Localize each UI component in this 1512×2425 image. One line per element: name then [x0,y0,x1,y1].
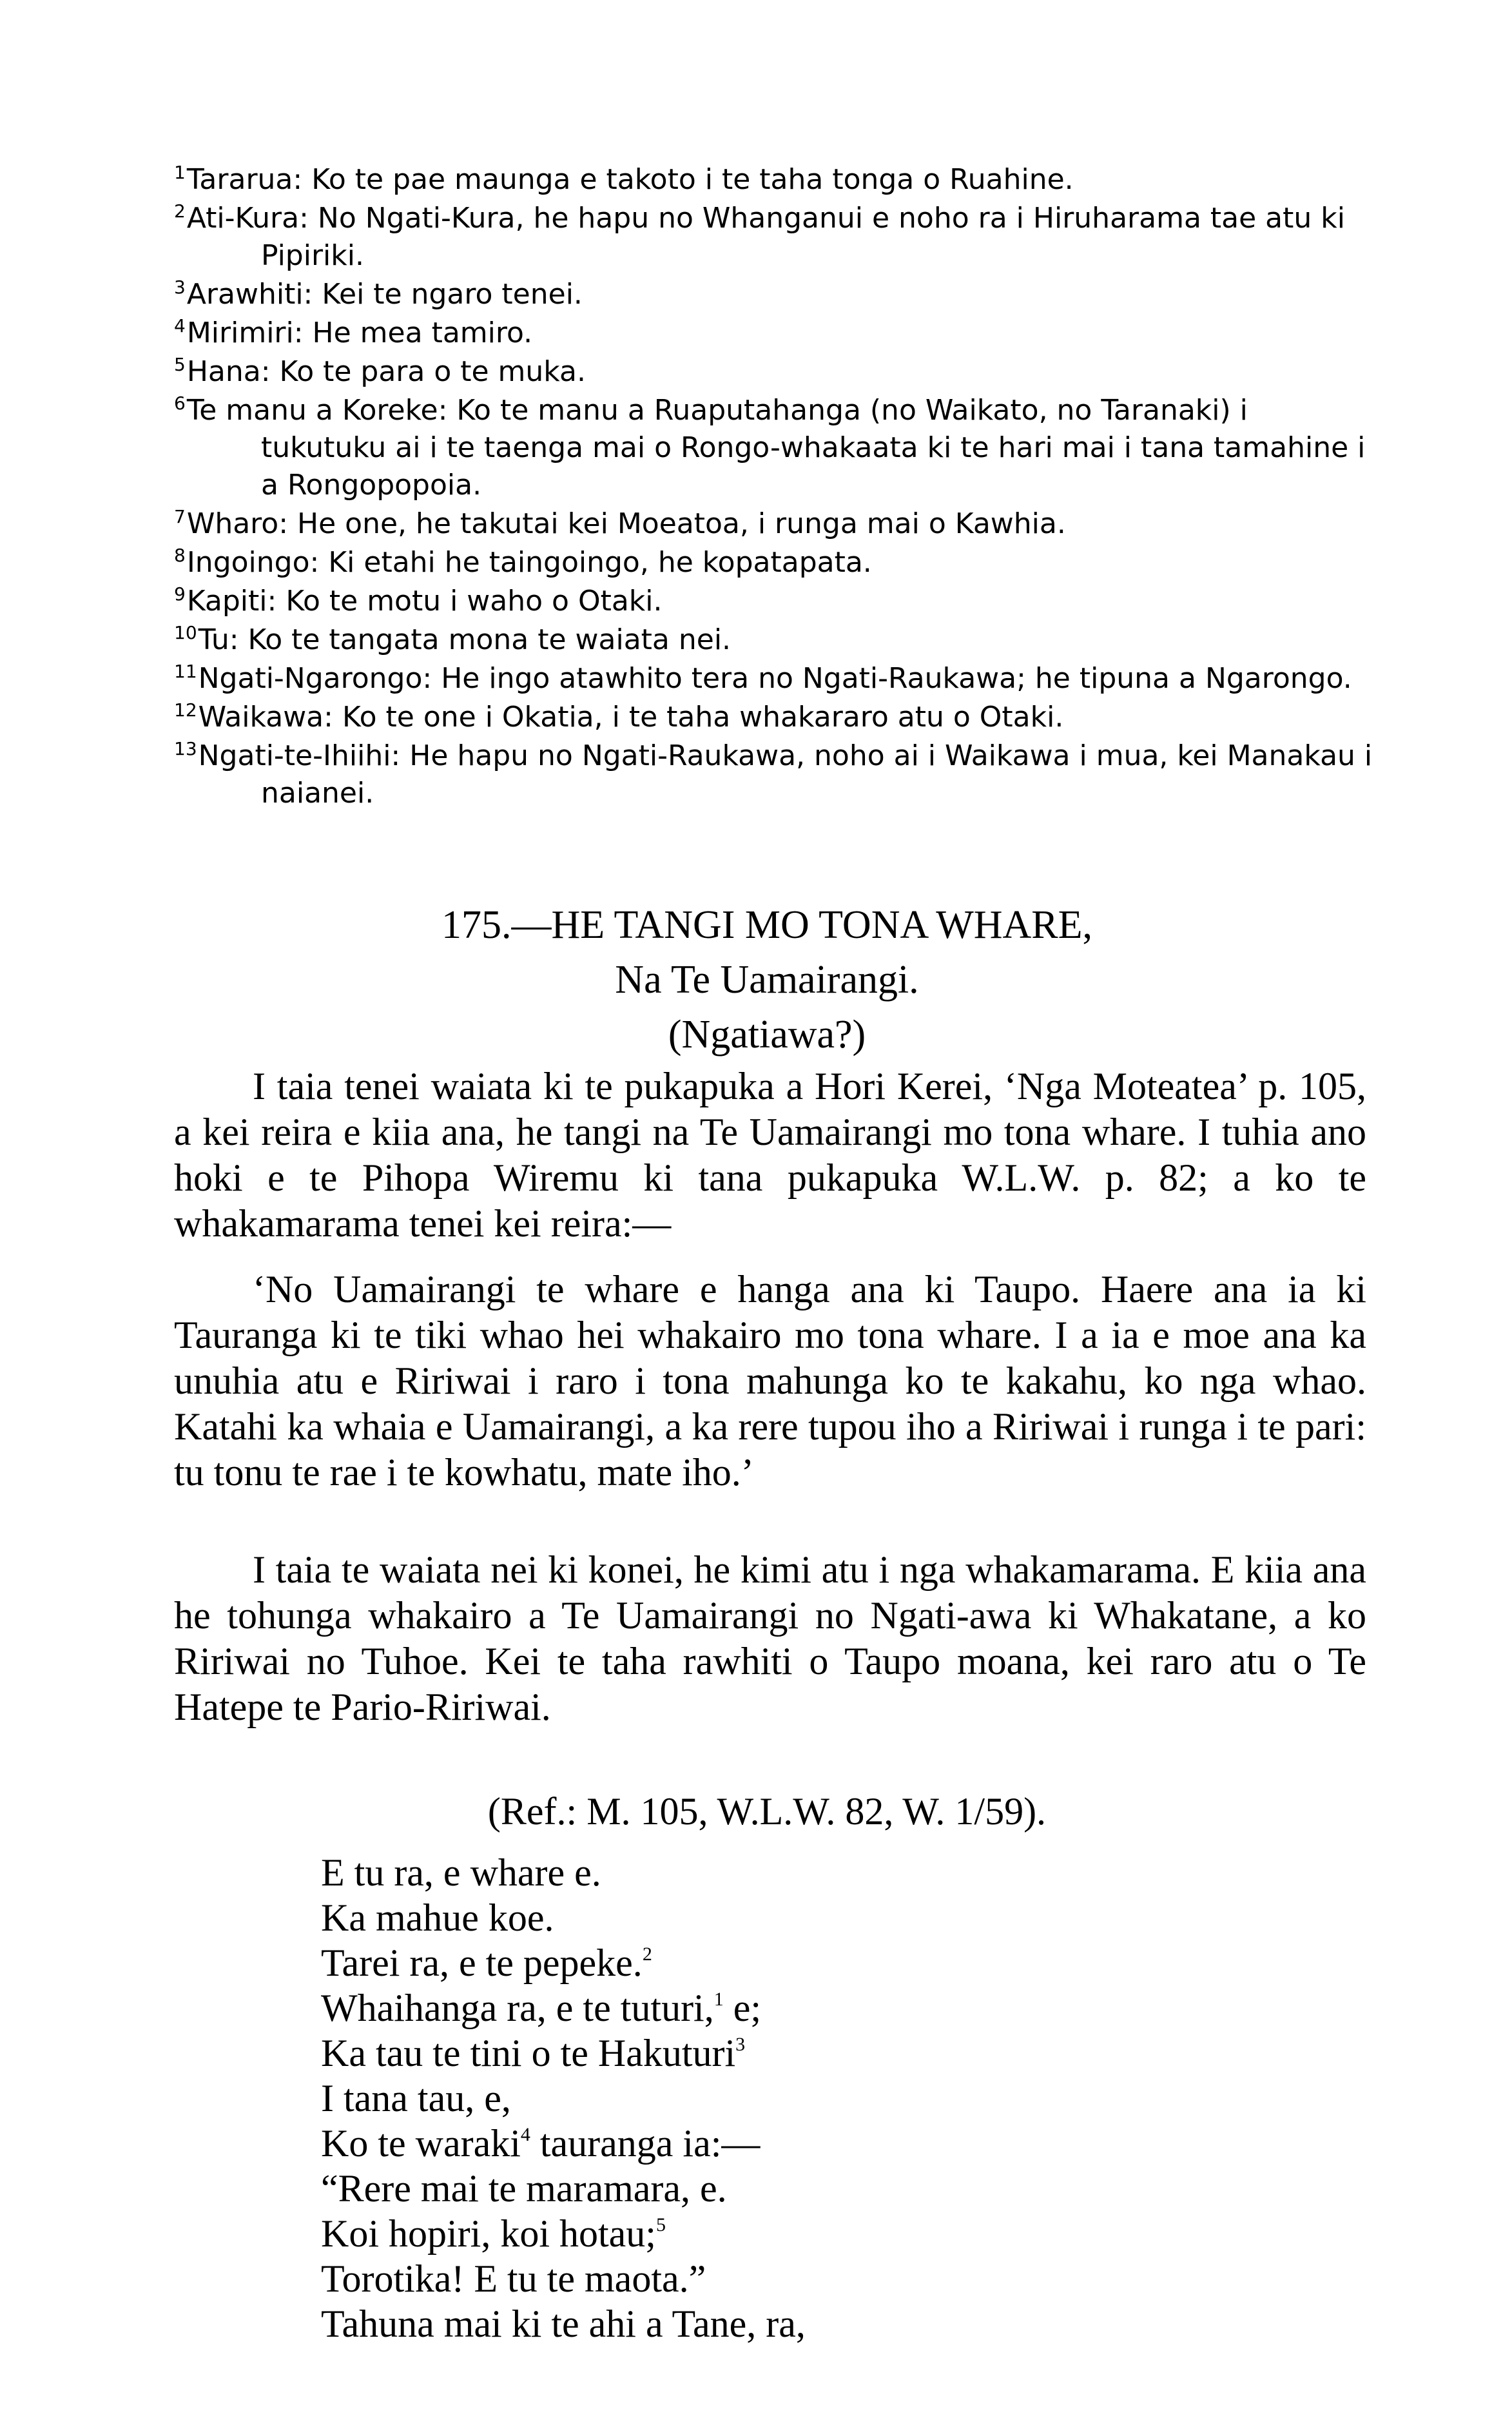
footnote: $^{12}$Waikawa: Ko te one i Okatia, i te taha whakararo atu o Otaki. [174,699,1064,734]
poem-line: I tana tau, e, [321,2077,511,2119]
footnote: $^7$Wharo: He one, he takutai kei Moeatoa, i runga mai o Kawhia. [174,506,1066,540]
footnote: $^{13}$Ngati-te-Ihiihi: He hapu no Ngati-Raukawa, noho ai i Waikawa i mua, kei Manakau i naianei. [174,738,1373,810]
note-marker: 1 [713,1989,724,2010]
footnote: $^3$Arawhiti: Kei te ngaro tenei. [174,277,583,311]
poem-line: Whaihanga ra, e te tuturi,$^1$ e; [321,1987,762,2029]
note-marker: 5 [655,2214,666,2235]
reference-line: (Ref.: M. 105, W.L.W. 82, W. 1/59). [487,1790,1047,1833]
footnote: $^4$Mirimiri: He mea tamiro. [174,315,533,349]
poem-line: “Rere mai te maramara, e. [321,2167,727,2210]
note-marker: 4 [520,2124,530,2145]
song-title: 175.—HE TANGI MO TONA WHARE, [441,903,1092,947]
poem-line: Tarei ra, e te pepeke.$^2$ [321,1942,652,1984]
poem-line: Torotika! E tu te maota.” [321,2257,706,2300]
note-marker: 3 [735,2034,746,2055]
footnote: $^{11}$Ngati-Ngarongo: He ingo atawhito tera no Ngati-Raukawa; he tipuna a Ngarongo. [174,661,1352,695]
song-tribe: (Ngatiawa?) [668,1013,866,1057]
poem-line: Ka mahue koe. [321,1896,554,1939]
song-author: Na Te Uamairangi. [615,958,919,1002]
footnote: $^5$Hana: Ko te para o te muka. [174,354,586,388]
footnote: $^8$Ingoingo: Ki etahi he taingoingo, he kopatapata. [174,545,872,579]
note-marker: 2 [642,1943,652,1965]
poem-line: E tu ra, e whare e. [321,1851,601,1894]
footnote: $^9$Kapiti: Ko te motu i waho o Otaki. [174,583,663,618]
poem-line: Ko te waraki$^4$ tauranga ia:— [321,2122,761,2165]
notes-paragraph: I taia te waiata nei ki konei, he kimi atu i nga whakamarama. E kiia ana he tohunga whakairo a Te Uamairangi no Ngati-awa ki Whakatane, a ko Ririwai no Tuhoe. Kei te taha rawhiti o Taupo moana, kei raro atu o Te Hatepe te Pario-Ririwai. [174,1548,1366,1728]
footnote: $^6$Te manu a Koreke: Ko te manu a Ruaputahanga (no Waikato, no Taranaki) i tukutuku ai i te taenga mai o Rongo-whakaata ki te hari mai i tana tamahine i a Rongopopoia. [174,393,1366,502]
intro-paragraph: I taia tenei waiata ki te pukapuka a Hori Kerei, ‘Nga Moteatea’ p. 105, a kei reira e kiia ana, he tangi na Te Uamairangi mo tona whare. I tuhia ano hoki e te Pihopa Wiremu ki tana pukapuka W.L.W. p. 82; a ko te whakamarama tenei kei reira:— [174,1065,1366,1245]
footnotes [174,161,1373,812]
footnote: $^1$Tararua: Ko te pae maunga e takoto i te taha tonga o Ruahine. [174,162,1074,196]
footnote: $^{10}$Tu: Ko te tangata mona te waiata nei. [174,622,732,656]
poem-line: Tahuna mai ki te ahi a Tane, ra, [321,2303,806,2345]
poem [321,1850,1352,2346]
poem-line: Ka tau te tini o te Hakuturi$^3$ [321,2032,746,2074]
poem-line: Koi hopiri, koi hotau;$^5$ [321,2212,666,2255]
footnote: $^2$Ati-Kura: No Ngati-Kura, he hapu no Whanganui e noho ra i Hiruharama tae atu ki Pipiriki. [174,200,1345,272]
quote-paragraph: ‘No Uamairangi te whare e hanga ana ki Taupo. Haere ana ia ki Tauranga ki te tiki whao hei whakairo mo tona whare. I a ia e moe ana ka unuhia atu e Ririwai i raro i tona mahunga ko te kakahu, ko nga whao. Katahi ka whaia e Uamairangi, a ka rere tupou iho a Ririwai i runga i te pari: tu tonu te rae i te kowhatu, mate iho.’ [174,1268,1366,1494]
